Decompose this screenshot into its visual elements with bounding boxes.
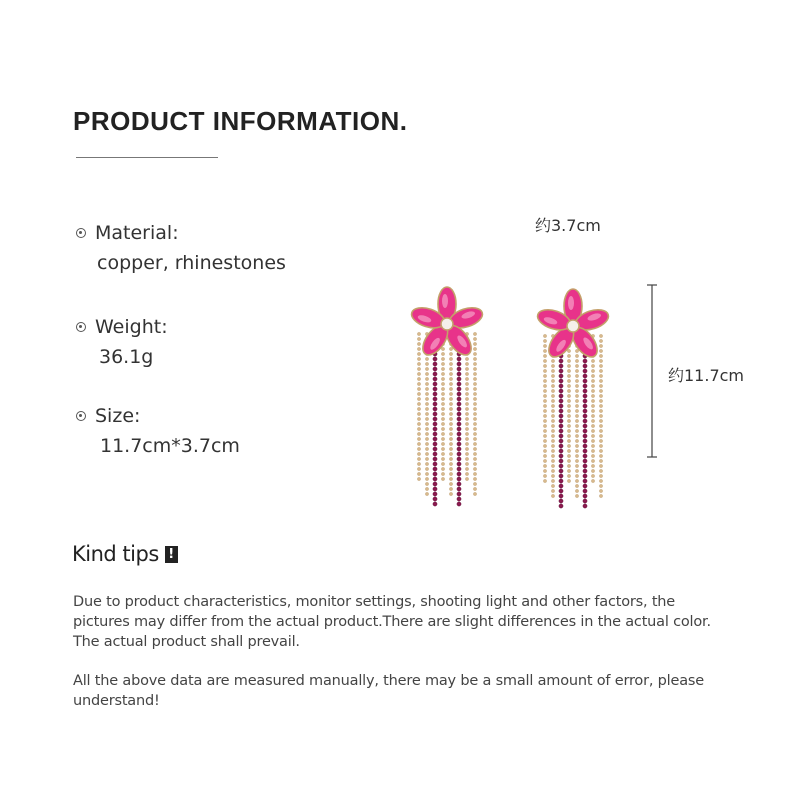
tassel-chain bbox=[441, 332, 444, 480]
bullet-icon bbox=[76, 228, 86, 238]
bullet-icon bbox=[76, 322, 86, 332]
tassel-chain bbox=[575, 334, 578, 497]
page-title: PRODUCT INFORMATION. bbox=[73, 106, 408, 136]
spec-material bbox=[76, 222, 286, 274]
tassel-chain bbox=[433, 332, 437, 506]
center-stone bbox=[441, 318, 453, 330]
height-dimension-line bbox=[647, 285, 657, 457]
kind-tips-label: Kind tips bbox=[72, 542, 159, 566]
spec-value: 36.1g bbox=[99, 346, 154, 368]
tassel-chain bbox=[543, 334, 546, 482]
tassel-chain bbox=[417, 332, 420, 480]
tassel-chain bbox=[567, 334, 570, 482]
tassel-chain bbox=[425, 332, 428, 495]
tassel-chain bbox=[551, 334, 554, 497]
disclaimer-color: Due to product characteristics, monitor settings, shooting light and other factors, the pictures may differ from the actual product.There are slight differences in the actual color. The actual product shall prevail. bbox=[73, 594, 711, 650]
earring-left bbox=[409, 287, 485, 506]
product-image bbox=[380, 270, 760, 560]
tassel-chain bbox=[599, 334, 602, 497]
spec-label: Weight: bbox=[95, 316, 168, 338]
disclaimer-measurement: All the above data are measured manually, there may be a small amount of error, please understand! bbox=[73, 673, 704, 709]
width-dimension-label: 约3.7cm bbox=[535, 216, 601, 235]
spec-label: Material: bbox=[95, 222, 179, 244]
tassel-chain bbox=[583, 334, 587, 508]
height-dimension-label: 约11.7cm bbox=[668, 366, 745, 385]
spec-label: Size: bbox=[95, 405, 141, 427]
spec-value: 11.7cm*3.7cm bbox=[100, 435, 240, 457]
spec-value: copper, rhinestones bbox=[97, 252, 286, 274]
center-stone bbox=[567, 320, 579, 332]
warning-icon: ! bbox=[165, 546, 178, 563]
tassel-chain bbox=[449, 332, 452, 495]
tassel-chain bbox=[457, 332, 461, 506]
bullet-icon bbox=[76, 411, 86, 421]
spec-size bbox=[76, 405, 240, 457]
tassel-chain bbox=[473, 332, 476, 495]
earring-right bbox=[535, 289, 611, 508]
kind-tips-title bbox=[72, 542, 178, 566]
tassel-chain bbox=[559, 334, 563, 508]
spec-weight bbox=[76, 316, 168, 368]
title-underline bbox=[76, 157, 218, 158]
